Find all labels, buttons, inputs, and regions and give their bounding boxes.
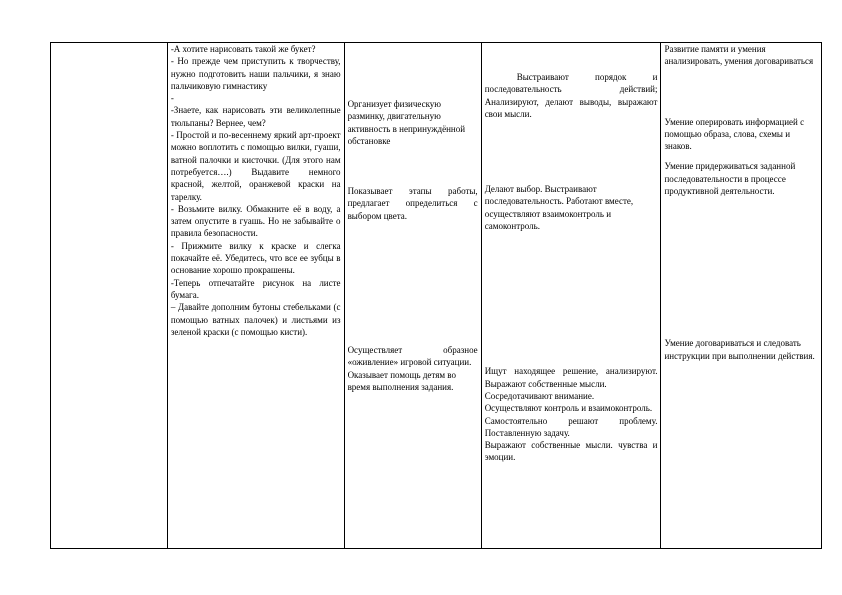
teacher-line: - Прижмите вилку к краске и слегка покачайте её. Убедитесь, что все ее зубцы в основание хорошо прокрашены. xyxy=(170,240,341,276)
children-text: Выстраивают порядок и последовательность действий; Анализируют, делают выводы, выражают свои мысли. xyxy=(484,72,658,119)
result-text: Умение договариваться и следовать инструкции при выполнении действия. xyxy=(664,338,815,361)
teacher-line: -Теперь отпечатайте рисунок на листе бумага. xyxy=(170,277,341,300)
activity-text: Показывает этапы работы, предлагает определиться с выбором цвета. xyxy=(347,186,478,221)
children-text: Ищут находящее решение, анализируют. Выражают собственные мысли. xyxy=(484,366,658,389)
table-row xyxy=(51,43,822,549)
results-cell xyxy=(661,43,822,549)
teacher-line: - xyxy=(170,93,174,104)
children-text: Сосредотачивают внимание. xyxy=(484,390,595,401)
children-text: Осуществляют контроль и взаимоконтроль. xyxy=(484,403,653,414)
result-text: Развитие памяти и умения анализировать, умения договариваться xyxy=(664,44,814,67)
activity-text: Осуществляет образное «оживление» игровой ситуации. xyxy=(347,345,478,368)
children-text: Делают выбор. Выстраивают последовательность. Работают вместе, осуществляют взаимоконтроль и самоконтроль. xyxy=(484,184,634,232)
teacher-activity-cell xyxy=(344,43,481,549)
children-activity-cell xyxy=(481,43,661,549)
teacher-line: – Давайте дополним бутоны стебельками (с помощью ватных палочек) и листьями из зеленой краски (с помощью кисти). xyxy=(170,302,341,337)
stage-cell-empty xyxy=(51,43,168,549)
teacher-line: -Знаете, как нарисовать эти великолепные тюльпаны? Вернее, чем? xyxy=(170,105,341,128)
result-text: Умение оперировать информацией с помощью образа, слова, схемы и знаков. xyxy=(664,116,805,152)
teacher-line: - Возьмите вилку. Обмакните её в воду, а затем опустите в гуашь. Но не забывайте о правила безопасности. xyxy=(170,203,341,239)
children-text: Самостоятельно решают проблему. Поставленную задачу. xyxy=(484,415,658,438)
children-text-block xyxy=(485,71,658,120)
children-text: Выражают собственные мысли. чувства и эмоции. xyxy=(484,440,658,463)
teacher-line: - Простой и по-весеннему яркий арт-проект можно воплотить с помощью вилки, гуаши, ватной палочки и кисточки. (Для этого нам потребуется….) Выдавите немного красной, желтой, оранжевой краски на тарелку. xyxy=(170,130,341,202)
teacher-line: - Но прежде чем приступить к творчеству, нужно подготовить наши пальчики, я знаю пальчиковую гимнастику xyxy=(170,56,341,91)
teacher-speech-cell xyxy=(167,43,344,549)
teacher-line: -А хотите нарисовать такой же букет? xyxy=(170,44,316,54)
lesson-plan-table xyxy=(50,42,822,549)
activity-text: Организует физическую разминку, двигательную активность в непринуждённой обстановке xyxy=(347,99,466,146)
result-text: Умение придерживаться заданной последовательности в процессе продуктивной деятельности. xyxy=(664,161,796,197)
activity-text: Оказывает помощь детям во время выполнения задания. xyxy=(347,369,456,392)
